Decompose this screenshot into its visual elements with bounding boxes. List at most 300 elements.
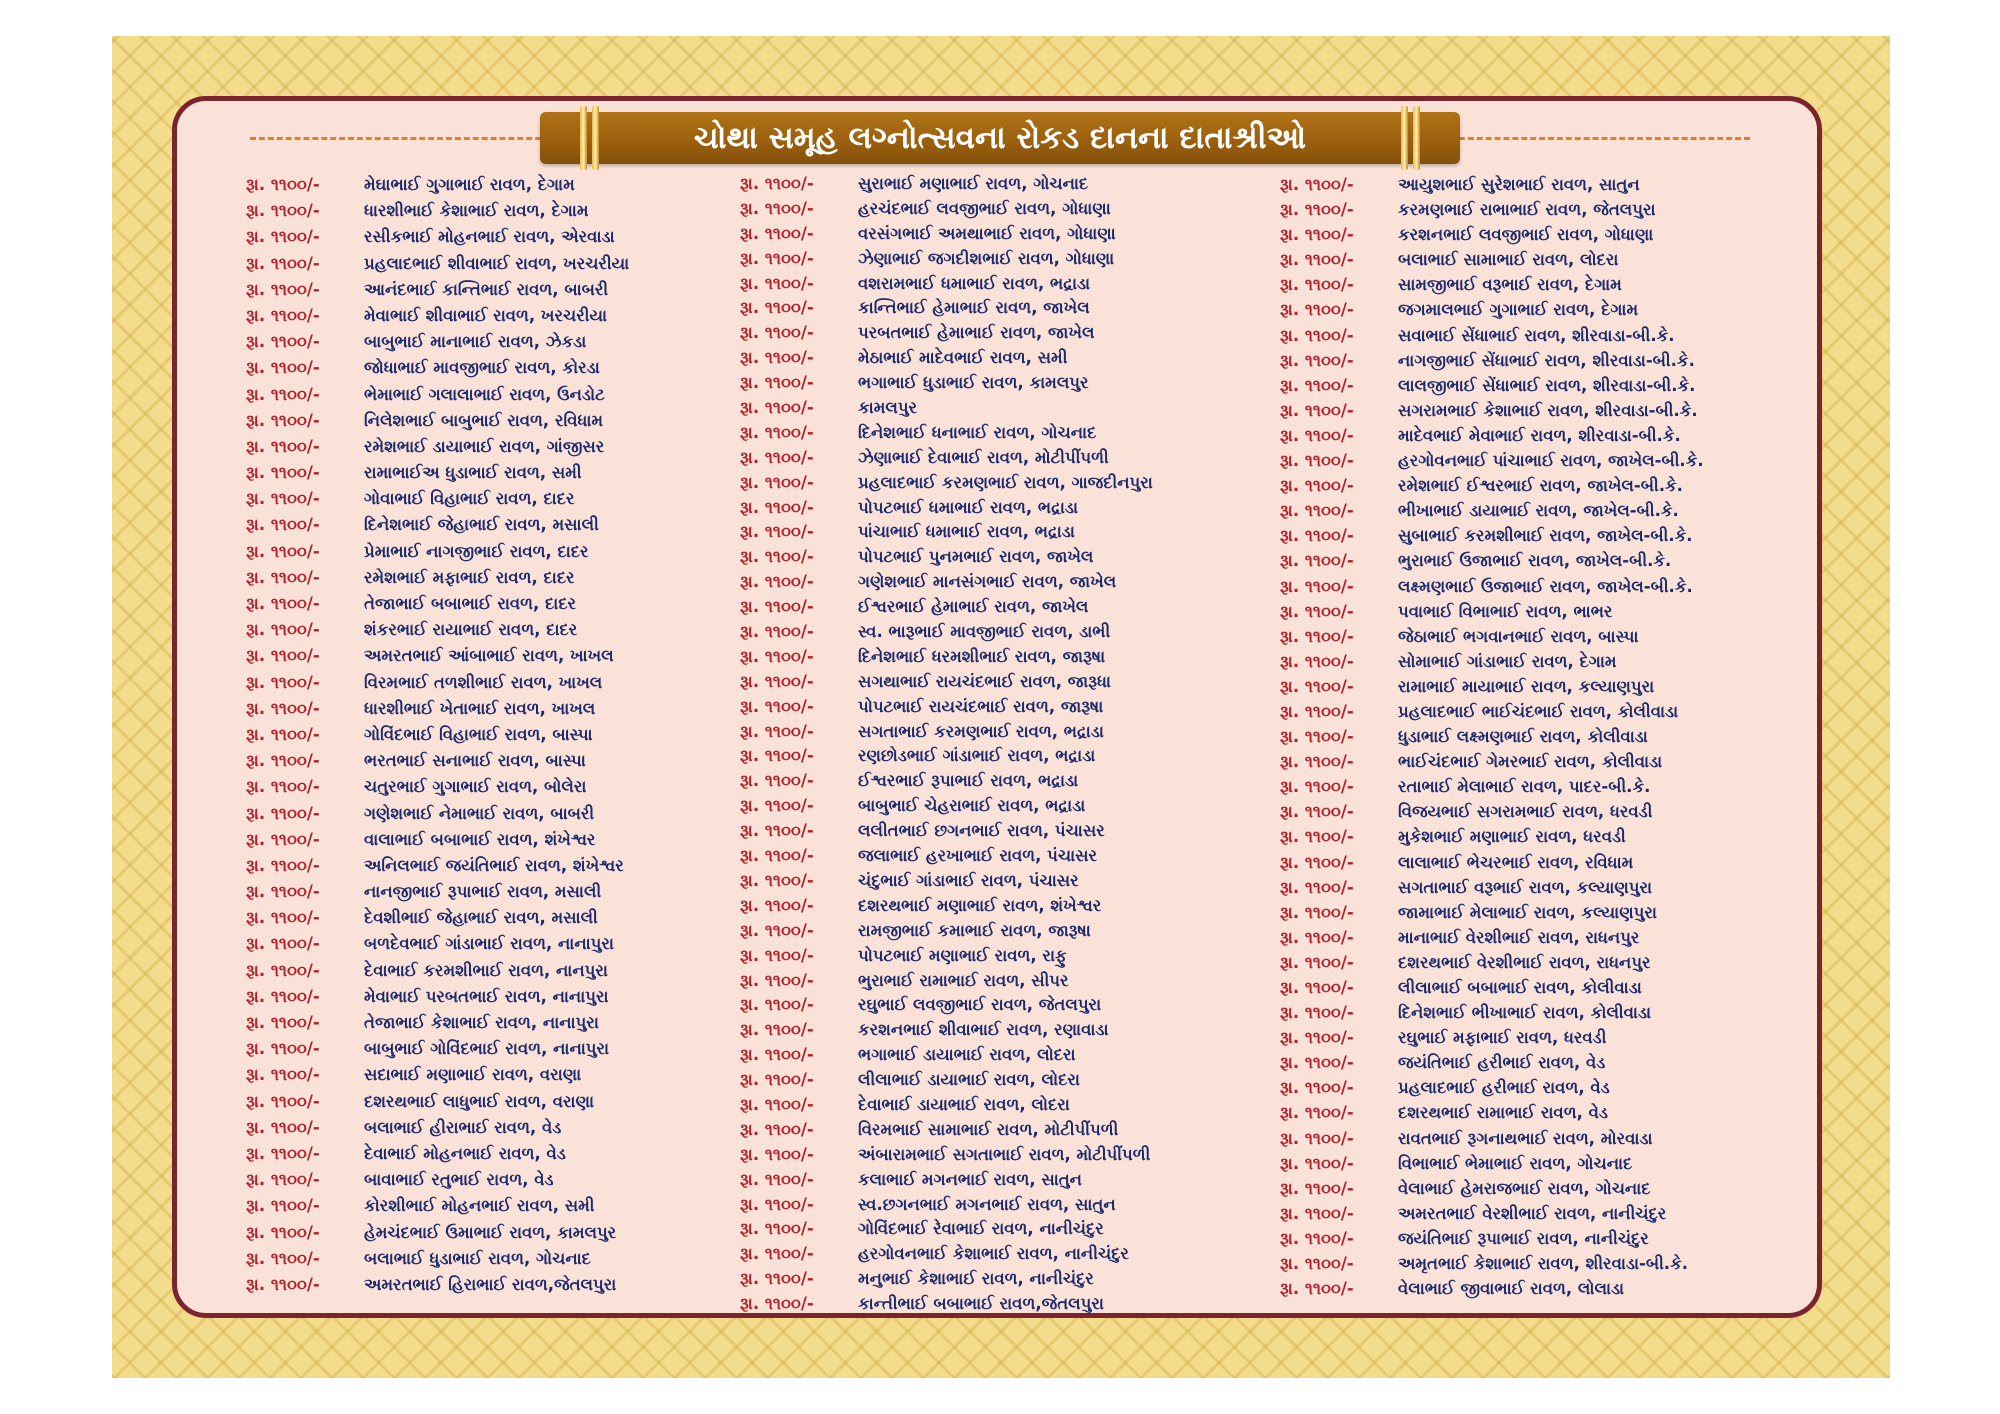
donation-amount: રૂા. ૧૧૦૦/- [246, 1248, 320, 1268]
donor-name: લક્ષ્મણભાઈ ઉજાભાઈ રાવળ, જાખેલ-બી.કે. [1398, 576, 1693, 596]
donor-row [1280, 724, 1704, 749]
donation-amount: રૂા. ૧૧૦૦/- [1280, 752, 1354, 772]
donor-row [246, 617, 629, 643]
donor-name: ભીખાભાઈ ડાયાભાઈ રાવળ, જાખેલ-બી.કે. [1398, 501, 1679, 521]
donor-row [740, 321, 1153, 346]
donor-row [1280, 1276, 1704, 1301]
donation-amount: રૂા. ૧૧૦૦/- [246, 934, 320, 954]
donation-amount: રૂા. ૧૧૦૦/- [1280, 676, 1354, 696]
donation-amount: રૂા. ૧૧૦૦/- [740, 1169, 814, 1189]
donor-row [740, 894, 1153, 919]
donor-name: રમેશભાઈ ઈશ્વરભાઈ રાવળ, જાખેલ-બી.કે. [1398, 476, 1683, 496]
donor-name: ભેમાભાઈ ગલાલાભાઈ રાવળ, ઉનડોટ [364, 384, 605, 404]
donor-name: બાવાભાઈ રતુભાઈ રાવળ, વેડ [364, 1170, 554, 1190]
donor-name: રામાભાઈ માયાભાઈ રાવળ, કલ્યાણપુરા [1398, 676, 1655, 696]
donation-amount: રૂા. ૧૧૦૦/- [1280, 902, 1354, 922]
donor-row [1280, 448, 1704, 473]
donor-row [740, 670, 1153, 695]
donor-row [1280, 272, 1704, 297]
donor-row [1280, 473, 1704, 498]
donation-amount: રૂા. ૧૧૦૦/- [246, 646, 320, 666]
donation-amount: રૂા. ૧૧૦૦/- [740, 721, 814, 741]
donor-name: સુરાભાઈ મણાભાઈ રાવળ, ગોચનાદ [858, 174, 1089, 193]
donation-amount: રૂા. ૧૧૦૦/- [1280, 802, 1354, 822]
donor-name: હરગોવનભાઈ પાંચાભાઈ રાવળ, જાખેલ-બી.કે. [1398, 451, 1704, 471]
donation-amount: રૂા. ૧૧૦૦/- [1280, 350, 1354, 370]
donor-name: રઘુભાઈ મફાભાઈ રાવળ, ધરવડી [1398, 1028, 1607, 1048]
donor-name: સુબાભાઈ કરમશીભાઈ રાવળ, જાખેલ-બી.કે. [1398, 526, 1693, 546]
donor-row [1280, 523, 1704, 548]
donor-name: વેલાભાઈ હેમરાજભાઈ રાવળ, ગોચનાદ [1398, 1178, 1651, 1198]
donation-amount: રૂા. ૧૧૦૦/- [246, 698, 320, 718]
donor-row [246, 1141, 629, 1167]
donation-amount: રૂા. ૧૧૦૦/- [740, 1269, 814, 1289]
donation-amount: રૂા. ૧૧૦૦/- [246, 724, 320, 744]
donor-row [246, 1036, 629, 1062]
donation-amount: રૂા. ૧૧૦૦/- [246, 829, 320, 849]
donor-name: લાલાભાઈ ભેચરભાઈ રાવળ, રવિધામ [1398, 852, 1634, 872]
donor-row [1280, 172, 1704, 197]
donor-row [1280, 624, 1704, 649]
donor-name: અમરતભાઈ હિરાભાઈ રાવળ,જેતલપુરા [364, 1274, 617, 1294]
donor-name: જામાભાઈ મેલાભાઈ રાવળ, કલ્યાણપુરા [1398, 902, 1657, 922]
donor-name: અમરતભાઈ વેરશીભાઈ રાવળ, નાનીચંદુર [1398, 1203, 1667, 1223]
donor-row [1280, 197, 1704, 222]
donor-row [246, 434, 629, 460]
donor-name: વેલાભાઈ જીવાભાઈ રાવળ, લોલાડા [1398, 1279, 1625, 1299]
donation-amount: રૂા. ૧૧૦૦/- [1280, 1254, 1354, 1274]
donor-name: નાનજીભાઈ રૂપાભાઈ રાવળ, મસાલી [364, 882, 602, 902]
donation-amount: રૂા. ૧૧૦૦/- [246, 1013, 320, 1032]
donor-row [1280, 548, 1704, 573]
donation-amount: રૂા. ૧૧૦૦/- [246, 358, 320, 378]
donor-row [246, 539, 629, 565]
donor-row [1280, 1201, 1704, 1226]
donor-name: દિનેશભાઈ ધરમશીભાઈ રાવળ, જારૂષા [858, 646, 1106, 666]
donor-row [246, 408, 629, 434]
donor-row [246, 172, 629, 198]
donor-row [740, 919, 1153, 944]
donation-amount: રૂા. ૧૧૦૦/- [246, 908, 320, 928]
donor-row [740, 844, 1153, 869]
donor-row [246, 591, 629, 617]
banner-post-ornament [1401, 106, 1408, 170]
donor-row [740, 620, 1153, 645]
donation-amount: રૂા. ૧૧૦૦/- [246, 1196, 320, 1216]
donor-row [246, 774, 629, 800]
donor-row [246, 277, 629, 303]
donor-name: રાવતભાઈ રૂગનાથભાઈ રાવળ, મોરવાડા [1398, 1128, 1653, 1148]
donation-amount: રૂા. ૧૧૦૦/- [740, 547, 814, 567]
donor-row [246, 486, 629, 512]
donor-row [740, 272, 1153, 297]
donation-amount: રૂા. ૧૧૦૦/- [740, 995, 814, 1015]
donation-amount: રૂા. ૧૧૦૦/- [740, 796, 814, 816]
donation-amount: રૂા. ૧૧૦૦/- [1280, 526, 1354, 546]
donor-row [1280, 423, 1704, 448]
donor-row [246, 722, 629, 748]
donor-row [246, 1115, 629, 1141]
donor-name: કરશનભાઈ શીવાભાઈ રાવળ, રણાવાડા [858, 1020, 1109, 1040]
donor-row [1280, 1226, 1704, 1251]
donor-row [1280, 247, 1704, 272]
donation-amount: રૂા. ૧૧૦૦/- [740, 447, 814, 467]
banner-post-ornament [1413, 106, 1420, 170]
donor-name: દિનેશભાઈ જેહાભાઈ રાવળ, મસાલી [364, 515, 599, 535]
donor-row [246, 303, 629, 329]
donor-name: સ્વ.છગનભાઈ મગનભાઈ રાવળ, સાતુન [858, 1194, 1116, 1214]
donor-name: ઝેણાભાઈ દેવાભાઈ રાવળ, મોટીપીંપળી [858, 447, 1109, 467]
donor-row [740, 1068, 1153, 1093]
page-title: ચોથા સમૂહ લગ્નોત્સવના રોકડ દાનના દાતાશ્રીઓ [693, 119, 1307, 156]
donor-row [740, 869, 1153, 894]
donor-name: ગણેશભાઈ નેમાભાઈ રાવળ, બાબરી [364, 803, 595, 823]
donor-row [1280, 1151, 1704, 1176]
donation-amount: રૂા. ૧૧૦૦/- [246, 986, 320, 1006]
donation-amount: રૂા. ૧૧૦૦/- [246, 855, 320, 875]
donor-row [1280, 749, 1704, 774]
donor-name: તેજાભાઈ કેશાભાઈ રાવળ, નાનાપુરા [364, 1013, 599, 1032]
donation-amount: રૂા. ૧૧૦૦/- [740, 970, 814, 990]
donation-amount: રૂા. ૧૧૦૦/- [1280, 400, 1354, 420]
title-decorative-line-right [1450, 137, 1750, 140]
donor-name: મેવાભાઈ પરબતભાઈ રાવળ, નાનાપુરા [364, 986, 609, 1006]
donor-row [740, 595, 1153, 620]
donation-amount: રૂા. ૧૧૦૦/- [1280, 1279, 1354, 1299]
donor-name: ભગાભાઈ ધુડાભાઈ રાવળ, કામલપુર [858, 373, 1089, 393]
donation-amount: રૂા. ૧૧૦૦/- [246, 960, 320, 980]
donor-row [740, 744, 1153, 769]
donation-amount: રૂા. ૧૧૦૦/- [740, 597, 814, 617]
donor-row [740, 496, 1153, 521]
donation-amount: રૂા. ૧૧૦૦/- [246, 305, 320, 325]
donor-row [1280, 799, 1704, 824]
donor-name: ચતુરભાઈ ગુગાભાઈ રાવળ, બોલેરા [364, 777, 587, 797]
donor-name: દેવાભાઈ મોહનભાઈ રાવળ, વેડ [364, 1143, 566, 1163]
donation-amount: રૂા. ૧૧૦૦/- [246, 1091, 320, 1111]
donor-name: કરમણભાઈ રાભાભાઈ રાવળ, જેતલપુરા [1398, 200, 1656, 220]
donation-amount: રૂા. ૧૧૦૦/- [1280, 1028, 1354, 1048]
donation-amount: રૂા. ૧૧૦૦/- [246, 1117, 320, 1137]
donor-row [246, 905, 629, 931]
donation-amount: રૂા. ૧૧૦૦/- [246, 567, 320, 587]
donation-amount: રૂા. ૧૧૦૦/- [1280, 978, 1354, 997]
donor-name: વિજયભાઈ સગરામભાઈ રાવળ, ધરવડી [1398, 802, 1653, 822]
donation-amount: રૂા. ૧૧૦૦/- [1280, 1203, 1354, 1223]
donor-row [740, 769, 1153, 794]
donation-amount: રૂા. ૧૧૦૦/- [246, 1274, 320, 1294]
donor-name: સ્વ. ભારૂભાઈ માવજીભાઈ રાવળ, ડાભી [858, 622, 1111, 642]
donation-amount: રૂા. ૧૧૦૦/- [246, 436, 320, 456]
donor-row [246, 801, 629, 827]
donor-row [1280, 649, 1704, 674]
donor-row [246, 696, 629, 722]
donor-column-1 [246, 172, 629, 1298]
donor-row [740, 1217, 1153, 1242]
donor-row [740, 570, 1153, 595]
donor-name: કોરશીભાઈ મોહનભાઈ રાવળ, સમી [364, 1196, 595, 1216]
title-decorative-line-left [250, 137, 550, 140]
donor-name: વિરમભાઈ સામાભાઈ રાવળ, મોટીપીંપળી [858, 1119, 1119, 1139]
donor-name: અમૃતભાઈ કેશાભાઈ રાવળ, શીરવાડા-બી.કે. [1398, 1254, 1688, 1274]
donation-amount: રૂા. ૧૧૦૦/- [1280, 626, 1354, 646]
donor-row [740, 1267, 1153, 1292]
donor-row [1280, 1025, 1704, 1050]
donor-row [740, 197, 1153, 222]
donor-row [740, 346, 1153, 371]
donation-amount: રૂા. ૧૧૦૦/- [1280, 877, 1354, 897]
donation-amount: રૂા. ૧૧૦૦/- [1280, 1053, 1354, 1073]
donor-name: ગણેશભાઈ માનસંગભાઈ રાવળ, જાખેલ [858, 572, 1117, 592]
donation-amount: રૂા. ૧૧૦૦/- [740, 1144, 814, 1164]
donor-row [740, 296, 1153, 321]
donation-amount: રૂા. ૧૧૦૦/- [1280, 827, 1354, 847]
donor-row [740, 944, 1153, 969]
donor-row [1280, 875, 1704, 900]
donor-row [740, 247, 1153, 272]
donor-row [1280, 1176, 1704, 1201]
donor-name: ધુડાભાઈ લક્ષ્મણભાઈ રાવળ, કોલીવાડા [1398, 727, 1648, 747]
donation-amount: રૂા. ૧૧૦૦/- [246, 672, 320, 692]
donor-name: દેવશીભાઈ જેહાભાઈ રાવળ, મસાલી [364, 908, 598, 928]
donor-name: કામલપુર [858, 398, 918, 418]
donor-name: સદાભાઈ મણાભાઈ રાવળ, વરાણા [364, 1065, 582, 1085]
donor-name: લીલાભાઈ બબાભાઈ રાવળ, કોલીવાડા [1398, 978, 1642, 997]
donor-name: ઈશ્વરભાઈ હેમાભાઈ રાવળ, જાખેલ [858, 597, 1089, 617]
donor-name: ભગાભાઈ ડાયાભાઈ રાવળ, લોદરા [858, 1045, 1076, 1065]
donation-amount: રૂા. ૧૧૦૦/- [740, 1119, 814, 1139]
donation-amount: રૂા. ૧૧૦૦/- [246, 279, 320, 299]
donor-name: મેવાભાઈ શીવાભાઈ રાવળ, ખરચરીયા [364, 305, 608, 325]
donor-name: કાન્તીભાઈ બબાભાઈ રાવળ,જેતલપુરા [858, 1294, 1104, 1314]
donor-name: રતાભાઈ મેલાભાઈ રાવળ, પાદર-બી.કે. [1398, 777, 1651, 797]
donor-row [1280, 574, 1704, 599]
donor-name: ચંદુભાઈ ગાંડાભાઈ રાવળ, પંચાસર [858, 870, 1079, 890]
donor-name: પોપટભાઈ ધમાભાઈ રાવળ, ભદ્રાડા [858, 497, 1079, 517]
donation-amount: રૂા. ૧૧૦૦/- [740, 1094, 814, 1114]
donor-name: ધારશીભાઈ કેશાભાઈ રાવળ, દેગામ [364, 201, 589, 221]
donor-row [246, 355, 629, 381]
donor-row [246, 329, 629, 355]
donation-amount: રૂા. ૧૧૦૦/- [1280, 501, 1354, 521]
donor-name: અનિલભાઈ જયંતિભાઈ રાવળ, શંખેશ્વર [364, 855, 624, 875]
donor-name: અંબારામભાઈ સગતાભાઈ રાવળ, મોટીપીંપળી [858, 1144, 1151, 1164]
donor-row [246, 748, 629, 774]
donation-amount: રૂા. ૧૧૦૦/- [740, 497, 814, 517]
donor-name: વાલાભાઈ બબાભાઈ રાવળ, શંખેશ્વર [364, 829, 596, 849]
donor-name: આયુશભાઈ સુરેશભાઈ રાવળ, સાતુન [1398, 175, 1640, 194]
donation-amount: રૂા. ૧૧૦૦/- [1280, 952, 1354, 972]
donor-name: કરશનભાઈ લવજીભાઈ રાવળ, ગોધાણા [1398, 225, 1654, 245]
donor-row [1280, 1075, 1704, 1100]
donation-amount: રૂા. ૧૧૦૦/- [740, 870, 814, 890]
donor-row [1280, 774, 1704, 799]
donation-amount: રૂા. ૧૧૦૦/- [1280, 576, 1354, 596]
donor-row [246, 251, 629, 277]
donation-amount: રૂા. ૧૧૦૦/- [1280, 1128, 1354, 1148]
donation-amount: રૂા. ૧૧૦૦/- [246, 1222, 320, 1242]
donation-amount: રૂા. ૧૧૦૦/- [246, 175, 320, 194]
donation-amount: રૂા. ૧૧૦૦/- [740, 422, 814, 442]
donor-name: શંકરભાઈ રાયાભાઈ રાવળ, દાદર [364, 620, 578, 640]
donation-amount: રૂા. ૧૧૦૦/- [740, 572, 814, 592]
donor-row [740, 1118, 1153, 1143]
donor-row [246, 512, 629, 538]
donation-amount: રૂા. ૧૧૦૦/- [1280, 1153, 1354, 1173]
donation-amount: રૂા. ૧૧૦૦/- [740, 920, 814, 940]
donation-amount: રૂા. ૧૧૦૦/- [740, 696, 814, 716]
donor-name: નાગજીભાઈ સેંધાભાઈ રાવળ, શીરવાડા-બી.કે. [1398, 350, 1695, 370]
donor-row [246, 827, 629, 853]
donor-row [740, 1242, 1153, 1267]
donor-name: દશરથભાઈ મણાભાઈ રાવળ, શંખેશ્વર [858, 895, 1102, 915]
donor-row [246, 565, 629, 591]
donor-name: બલાભાઈ ધુડાભાઈ રાવળ, ગોચનાદ [364, 1248, 591, 1268]
donor-name: કાન્તિભાઈ હેમાભાઈ રાવળ, જાખેલ [858, 298, 1090, 318]
donation-amount: રૂા. ૧૧૦૦/- [1280, 476, 1354, 496]
donor-row [1280, 824, 1704, 849]
donor-column-2 [740, 172, 1153, 1317]
donor-name: રસીકભાઈ મોહનભાઈ રાવળ, એરવાડા [364, 227, 615, 247]
donor-row [1280, 323, 1704, 348]
donor-row [740, 471, 1153, 496]
donor-name: રમેશભાઈ ડાયાભાઈ રાવળ, ગાંજીસર [364, 436, 605, 456]
donation-amount: રૂા. ૧૧૦૦/- [246, 777, 320, 797]
donation-amount: રૂા. ૧૧૦૦/- [740, 248, 814, 268]
donor-row [246, 198, 629, 224]
donor-row [246, 1193, 629, 1219]
donor-row [740, 1193, 1153, 1218]
donation-amount: રૂા. ૧૧૦૦/- [1280, 425, 1354, 445]
donor-row [1280, 1251, 1704, 1276]
donation-amount: રૂા. ૧૧૦૦/- [1280, 300, 1354, 320]
donation-amount: રૂા. ૧૧૦૦/- [740, 895, 814, 915]
donor-row [1280, 900, 1704, 925]
donor-name: દેવાભાઈ ડાયાભાઈ રાવળ, લોદરા [858, 1094, 1070, 1114]
donation-amount: રૂા. ૧૧૦૦/- [246, 384, 320, 404]
donor-name: બાબુભાઈ ગોવિંદભાઈ રાવળ, નાનાપુરા [364, 1039, 610, 1059]
donation-amount: રૂા. ૧૧૦૦/- [246, 803, 320, 823]
donor-name: વરસંગભાઈ અમથાભાઈ રાવળ, ગોધાણા [858, 223, 1116, 243]
donor-row [740, 969, 1153, 994]
donation-amount: રૂા. ૧૧૦૦/- [1280, 1078, 1354, 1098]
donation-amount: રૂા. ૧૧૦૦/- [740, 373, 814, 393]
donor-row [740, 794, 1153, 819]
donor-row [1280, 398, 1704, 423]
donation-amount: રૂા. ૧૧૦૦/- [740, 1219, 814, 1239]
donation-amount: રૂા. ૧૧૦૦/- [740, 1194, 814, 1214]
donor-row [740, 371, 1153, 396]
donor-row [740, 222, 1153, 247]
donor-name: ધારશીભાઈ ખેતાભાઈ રાવળ, ખાખલ [364, 698, 596, 718]
donor-name: ભુરાભાઈ ઉજાભાઈ રાવળ, જાખેલ-બી.કે. [1398, 551, 1672, 571]
donor-row [1280, 1126, 1704, 1151]
donation-amount: રૂા. ૧૧૦૦/- [246, 594, 320, 613]
donor-row [1280, 699, 1704, 724]
donation-amount: રૂા. ૧૧૦૦/- [246, 227, 320, 247]
donation-amount: રૂા. ૧૧૦૦/- [740, 945, 814, 965]
donor-name: પોપટભાઈ રાયચંદભાઈ રાવળ, જારૂષા [858, 696, 1104, 716]
donor-name: સામજીભાઈ વરૂભાઈ રાવળ, દેગામ [1398, 275, 1622, 295]
donor-name: ગોવિંદભાઈ રેવાભાઈ રાવળ, નાનીચંદુર [858, 1219, 1104, 1239]
donor-name: કલાભાઈ મગનભાઈ રાવળ, સાતુન [858, 1169, 1082, 1189]
donation-amount: રૂા. ૧૧૦૦/- [1280, 225, 1354, 245]
donation-amount: રૂા. ૧૧૦૦/- [246, 1039, 320, 1059]
donation-amount: રૂા. ૧૧૦૦/- [246, 410, 320, 430]
donor-column-3 [1280, 172, 1704, 1301]
donation-amount: રૂા. ૧૧૦૦/- [246, 253, 320, 273]
donor-row [740, 520, 1153, 545]
donation-amount: રૂા. ૧૧૦૦/- [740, 348, 814, 368]
donor-row [246, 879, 629, 905]
donor-name: જયંતિભાઈ હરીભાઈ રાવળ, વેડ [1398, 1053, 1606, 1073]
donor-name: લાલજીભાઈ સેંધાભાઈ રાવળ, શીરવાડા-બી.કે. [1398, 375, 1696, 395]
donor-row [740, 645, 1153, 670]
banner-post-ornament [580, 106, 587, 170]
donation-amount: રૂા. ૧૧૦૦/- [740, 821, 814, 841]
donor-name: સગતાભાઈ કરમણભાઈ રાવળ, ભદ્રાડા [858, 721, 1104, 741]
donation-amount: રૂા. ૧૧૦૦/- [1280, 727, 1354, 747]
donor-name: આનંદભાઈ કાન્તિભાઈ રાવળ, બાબરી [364, 279, 609, 299]
donation-amount: રૂા. ૧૧૦૦/- [1280, 1003, 1354, 1023]
donor-row [740, 819, 1153, 844]
donor-row [246, 670, 629, 696]
donation-amount: રૂા. ૧૧૦૦/- [740, 746, 814, 766]
donor-row [740, 446, 1153, 471]
donor-row [1280, 498, 1704, 523]
donor-row [740, 545, 1153, 570]
donor-row [246, 984, 629, 1010]
donor-row [246, 1167, 629, 1193]
donor-name: બલાભાઈ હીરાભાઈ રાવળ, વેડ [364, 1117, 562, 1137]
donor-name: પ્રેમાભાઈ નાગજીભાઈ રાવળ, દાદર [364, 541, 589, 561]
donor-name: પોપટભાઈ પુનમભાઈ રાવળ, જાખેલ [858, 547, 1094, 567]
donor-name: સોમાભાઈ ગાંડાભાઈ રાવળ, દેગામ [1398, 651, 1617, 671]
donor-name: દશરથભાઈ લાધુભાઈ રાવળ, વરાણા [364, 1091, 595, 1111]
donation-amount: રૂા. ૧૧૦૦/- [1280, 551, 1354, 571]
donor-name: દિનેશભાઈ ભીખાભાઈ રાવળ, કોલીવાડા [1398, 1003, 1652, 1023]
donor-row [740, 396, 1153, 421]
donation-amount: રૂા. ૧૧૦૦/- [246, 463, 320, 483]
donor-name: દશરથભાઈ રામાભાઈ રાવળ, વેડ [1398, 1103, 1608, 1123]
donor-name: લલીતભાઈ છગનભાઈ રાવળ, પંચાસર [858, 821, 1105, 841]
donor-row [246, 853, 629, 879]
donation-amount: રૂા. ૧૧૦૦/- [740, 1294, 814, 1314]
donation-amount: રૂા. ૧૧૦૦/- [740, 174, 814, 193]
donor-name: બલાભાઈ સામાભાઈ રાવળ, લોદરા [1398, 250, 1619, 270]
donor-name: હરગોવનભાઈ કેશાભાઈ રાવળ, નાનીચંદુર [858, 1244, 1129, 1264]
donor-row [1280, 1100, 1704, 1125]
donor-name: ભુરાભાઈ રામાભાઈ રાવળ, સીપર [858, 970, 1069, 990]
donor-name: રણછોડભાઈ ગાંડાભાઈ રાવળ, ભદ્રાડા [858, 746, 1096, 766]
donor-row [1280, 950, 1704, 975]
donation-amount: રૂા. ૧૧૦૦/- [246, 1065, 320, 1085]
donor-name: દેવાભાઈ કરમશીભાઈ રાવળ, નાનપુરા [364, 960, 608, 980]
donor-name: દિનેશભાઈ ધનાભાઈ રાવળ, ગોચનાદ [858, 422, 1097, 442]
donor-row [740, 993, 1153, 1018]
donation-amount: રૂા. ૧૧૦૦/- [740, 771, 814, 791]
donor-name: ઝેણાભાઈ જગદીશભાઈ રાવળ, ગોધાણા [858, 248, 1115, 268]
donor-name: હેમચંદભાઈ ઉમાભાઈ રાવળ, કામલપુર [364, 1222, 617, 1242]
donor-name: સગતાભાઈ વરૂભાઈ રાવળ, કલ્યાણપુરા [1398, 877, 1653, 897]
donor-name: સગથાભાઈ રાયચંદભાઈ રાવળ, જારૂધા [858, 671, 1111, 691]
donor-row [246, 643, 629, 669]
donation-amount: રૂા. ૧૧૦૦/- [246, 515, 320, 535]
donation-amount: રૂા. ૧૧૦૦/- [1280, 200, 1354, 220]
donor-name: ભાઈચંદભાઈ ગેમરભાઈ રાવળ, કોલીવાડા [1398, 752, 1663, 772]
donor-row [740, 1043, 1153, 1068]
donation-amount: રૂા. ૧૧૦૦/- [740, 198, 814, 218]
